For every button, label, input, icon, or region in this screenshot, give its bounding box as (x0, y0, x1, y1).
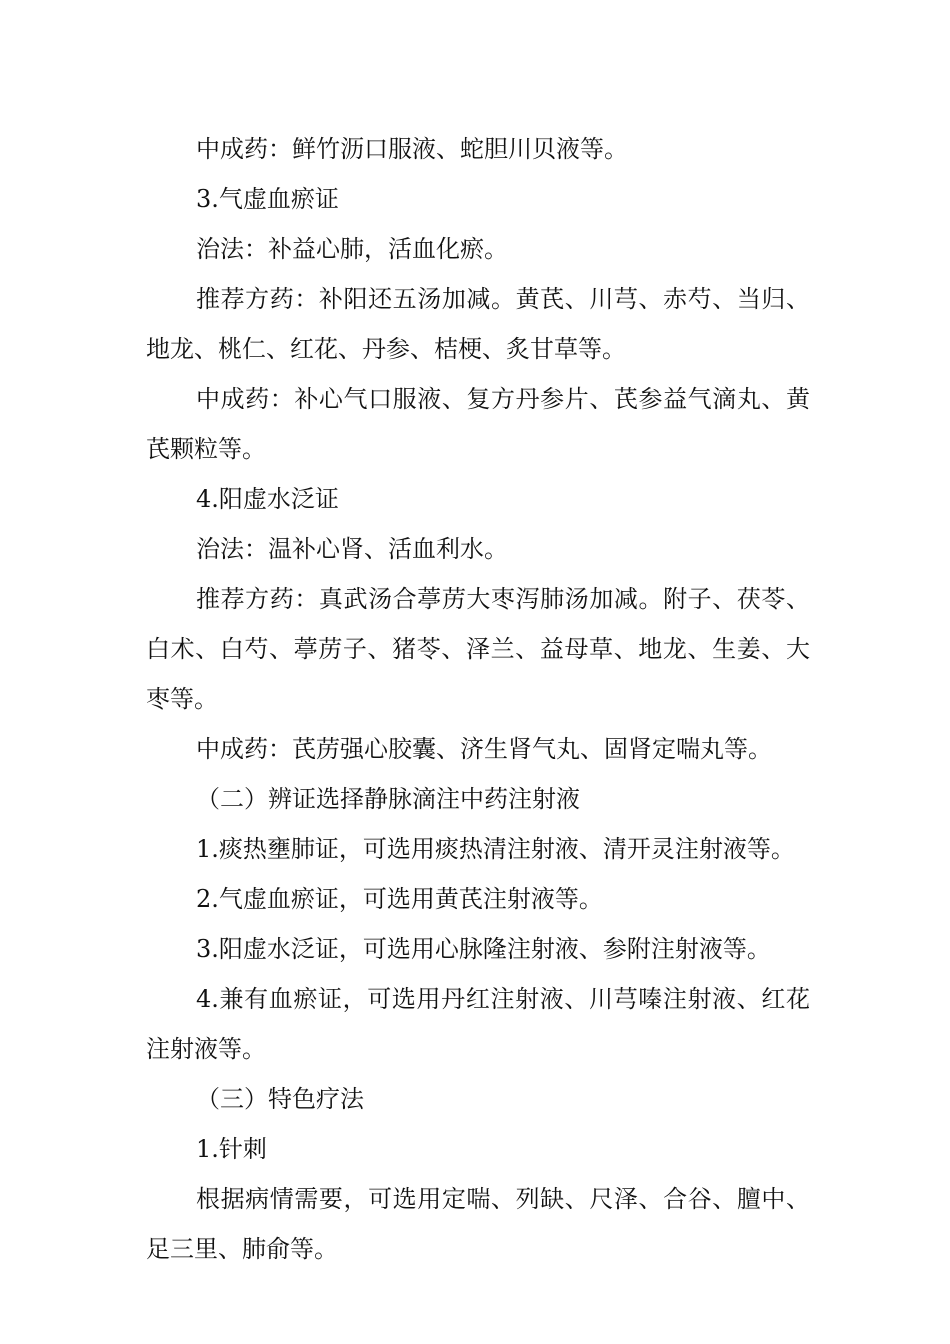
list-item-injection-3: 3.阳虚水泛证，可选用心脉隆注射液、参附注射液等。 (196, 935, 771, 963)
paragraph-treatment-method-1: 治法：补益心肺，活血化瘀。 (196, 235, 508, 263)
paragraph-herbal-medicine-1: 中成药：鲜竹沥口服液、蛇胆川贝液等。 (196, 135, 628, 163)
paragraph-acupuncture-points: 根据病情需要，可选用定喘、列缺、尺泽、合谷、膻中、足三里、肺俞等。 (146, 1185, 810, 1263)
document-body (146, 124, 810, 1274)
heading-acupuncture: 1.针刺 (196, 1135, 267, 1163)
paragraph-recommended-formula-2: 推荐方药：真武汤合葶苈大枣泻肺汤加减。附子、茯苓、白术、白芍、葶苈子、猪苓、泽兰、益母草、地龙、生姜、大枣等。 (146, 585, 810, 713)
section-heading-injection: （二）辨证选择静脉滴注中药注射液 (196, 785, 580, 813)
heading-yang-deficiency-water: 4.阳虚水泛证 (196, 485, 339, 513)
paragraph-herbal-medicine-3: 中成药：芪苈强心胶囊、济生肾气丸、固肾定喘丸等。 (196, 735, 772, 763)
heading-qi-deficiency-blood-stasis: 3.气虚血瘀证 (196, 185, 339, 213)
list-item-injection-1: 1.痰热壅肺证，可选用痰热清注射液、清开灵注射液等。 (196, 835, 795, 863)
section-heading-special-therapy: （三）特色疗法 (196, 1085, 364, 1113)
list-item-injection-4: 4.兼有血瘀证，可选用丹红注射液、川芎嗪注射液、红花注射液等。 (146, 985, 810, 1063)
paragraph-recommended-formula-1: 推荐方药：补阳还五汤加减。黄芪、川芎、赤芍、当归、地龙、桃仁、红花、丹参、桔梗、炙甘草等。 (146, 285, 810, 363)
paragraph-treatment-method-2: 治法：温补心肾、活血利水。 (196, 535, 508, 563)
list-item-injection-2: 2.气虚血瘀证，可选用黄芪注射液等。 (196, 885, 603, 913)
paragraph-herbal-medicine-2: 中成药：补心气口服液、复方丹参片、芪参益气滴丸、黄芪颗粒等。 (146, 385, 810, 463)
